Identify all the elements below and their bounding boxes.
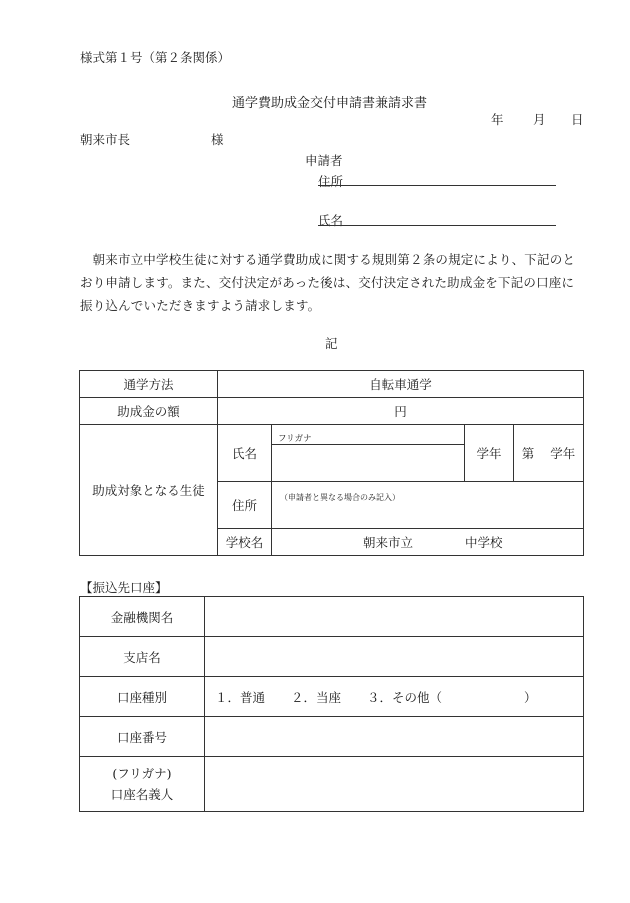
date-month-label: 月 — [533, 112, 546, 127]
account-type-label: 口座種別 — [80, 677, 205, 717]
detail-table — [79, 370, 584, 556]
school-prefix: 朝来市立 — [363, 535, 414, 550]
bank-heading: 【振込先口座】 — [80, 580, 168, 595]
grade-label: 学年 — [465, 425, 514, 482]
bank-name-label: 金融機関名 — [80, 597, 205, 637]
applicant-name-line[interactable] — [318, 225, 556, 226]
amount-cell[interactable] — [218, 398, 584, 425]
furigana-label: フリガナ — [278, 434, 312, 444]
bank-table — [79, 596, 584, 812]
form-number: 様式第１号（第２条関係） — [80, 50, 231, 65]
school-suffix: 中学校 — [465, 535, 503, 550]
amount-unit: 円 — [394, 404, 407, 419]
date-day-label: 日 — [571, 112, 584, 127]
address-note: （申請者と異なる場合のみ記入） — [280, 493, 400, 502]
applicant-address-line[interactable] — [318, 185, 556, 186]
applicant-address-label: 住所 — [318, 174, 344, 189]
school-label: 学校名 — [218, 529, 272, 556]
grade-prefix: 第 — [521, 446, 535, 461]
applicant-label: 申請者 — [305, 153, 343, 168]
student-address-label: 住所 — [218, 482, 272, 529]
amount-label: 助成金の額 — [80, 398, 218, 425]
branch-input[interactable] — [205, 637, 584, 677]
account-type-current[interactable]: ２．当座 — [291, 689, 342, 705]
commute-value: 自転車通学 — [218, 371, 584, 398]
account-number-label: 口座番号 — [80, 717, 205, 757]
applicant-name-label: 氏名 — [318, 213, 344, 228]
student-name-label: 氏名 — [218, 425, 272, 482]
account-type-other[interactable]: ３．その他（ — [367, 689, 443, 705]
holder-input[interactable] — [205, 757, 584, 812]
furigana-cell[interactable] — [272, 425, 465, 445]
student-address-cell[interactable] — [272, 482, 584, 529]
grade-suffix: 学年 — [550, 446, 576, 461]
account-type-cell[interactable] — [205, 677, 584, 717]
student-name-input[interactable] — [272, 445, 465, 482]
holder-furigana-label: (フリガナ) — [112, 766, 172, 781]
student-label: 助成対象となる生徒 — [80, 425, 218, 556]
addressee-honorific: 様 — [211, 132, 224, 147]
body-text: 朝来市立中学校生徒に対する通学費助成に関する規則第２条の規定により、下記のとおり申請します。また、交付決定があった後は、交付決定された助成金を下記の口座に振り込んでいただきますよう請求します。 — [80, 252, 576, 313]
commute-label: 通学方法 — [80, 371, 218, 398]
document-title: 通学費助成金交付申請書兼請求書 — [232, 96, 428, 111]
account-number-input[interactable] — [205, 717, 584, 757]
branch-label: 支店名 — [80, 637, 205, 677]
ki-label: 記 — [325, 336, 338, 351]
addressee-mayor: 朝来市長 — [80, 132, 131, 147]
holder-label-cell — [80, 757, 205, 812]
school-cell[interactable] — [272, 529, 584, 556]
bank-name-input[interactable] — [205, 597, 584, 637]
date-year-label: 年 — [491, 112, 504, 127]
holder-label: 口座名義人 — [110, 787, 174, 802]
account-type-close-paren: ） — [524, 689, 537, 705]
account-type-ordinary[interactable]: １．普通 — [215, 689, 266, 705]
grade-value-cell[interactable] — [514, 425, 584, 482]
